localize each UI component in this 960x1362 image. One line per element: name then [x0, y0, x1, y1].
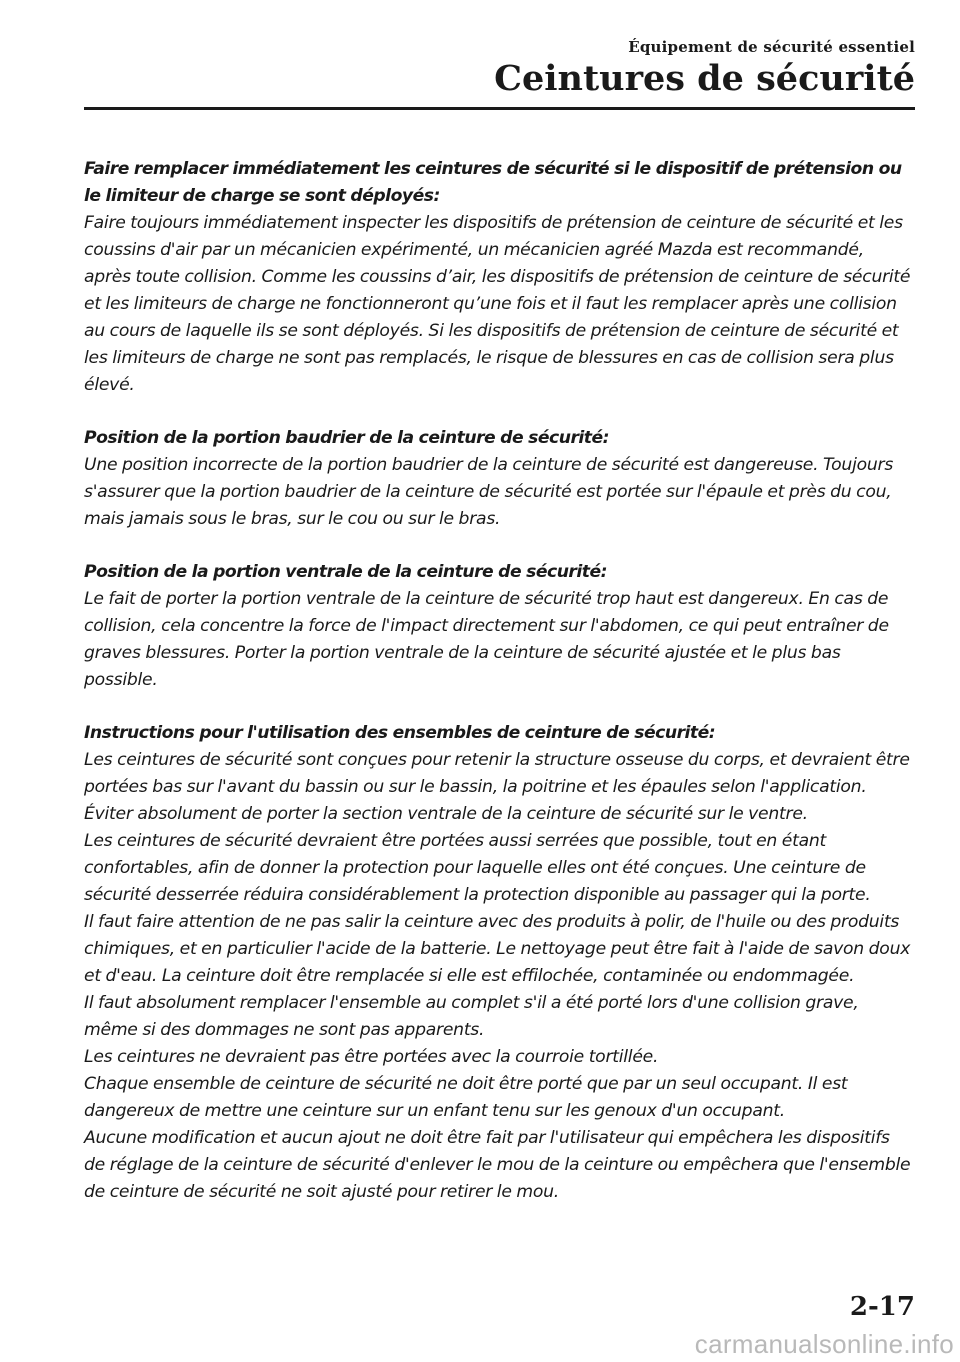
page-header — [494, 38, 915, 102]
block-heading: Faire remplacer immédiatement les ceintures de sécurité si le dispositif de prétension ou le limiteur de charge se sont déployés: — [84, 159, 902, 206]
page-number: 2-17 — [849, 1292, 915, 1322]
block-heading: Position de la portion ventrale de la ceinture de sécurité: — [84, 562, 608, 582]
block-paragraph: Les ceintures de sécurité devraient être portées aussi serrées que possible, tout en étant confortables, afin de donner la protection pour laquelle elles ont été conçues. Une ceinture de sécurité desserrée réduira considérablement la protection disponible au passager qui la porte. — [84, 831, 871, 905]
warning-block-instructions — [84, 720, 915, 1206]
watermark-text: carmanualsonline.info — [694, 1329, 954, 1359]
header-divider — [84, 107, 915, 110]
block-paragraph: Le fait de porter la portion ventrale de la ceinture de sécurité trop haut est dangereux. En cas de collision, cela concentre la force de l'impact directement sur l'abdomen, ce qui peut entraîner de graves blessures. Porter la portion ventrale de la ceinture de sécurité ajustée et le plus bas possible. — [84, 589, 889, 690]
warning-block-pretensioner — [84, 156, 915, 399]
block-paragraph: Il faut faire attention de ne pas salir la ceinture avec des produits à polir, de l'huile ou des produits chimiques, et en particulier l'acide de la batterie. Le nettoyage peut être fait à l'aide de savon doux et d'eau. La ceinture doit être remplacée si elle est effilochée, contaminée ou endommagée. — [84, 912, 911, 986]
section-label: Équipement de sécurité essentiel — [628, 38, 915, 56]
block-paragraph: Aucune modification et aucun ajout ne doit être fait par l'utilisateur qui empêchera les dispositifs de réglage de la ceinture de sécurité d'enlever le mou de la ceinture ou empêchera que l'ensemble de ceinture de sécurité ne soit ajusté pour retirer le mou. — [84, 1128, 911, 1202]
block-paragraph: Faire toujours immédiatement inspecter les dispositifs de prétension de ceinture de sécurité et les coussins d'air par un mécanicien expérimenté, un mécanicien agréé Mazda est recommandé, après toute collision. Comme les coussins d’air, les dispositifs de prétension de ceinture de sécurité et les limiteurs de charge ne fonctionneront qu’une fois et il faut les remplacer après une collision au cours de laquelle ils se sont déployés. Si les dispositifs de prétension de ceinture de sécurité et les limiteurs de charge ne sont pas remplacés, le risque de blessures en cas de collision sera plus élevé. — [84, 213, 911, 395]
block-paragraph: Chaque ensemble de ceinture de sécurité ne doit être porté que par un seul occupant. Il est dangereux de mettre une ceinture sur un enfant tenu sur les genoux d'un occupant. — [84, 1074, 848, 1121]
block-heading: Position de la portion baudrier de la ceinture de sécurité: — [84, 428, 610, 448]
block-paragraph: Il faut absolument remplacer l'ensemble au complet s'il a été porté lors d'une collision grave, même si des dommages ne sont pas apparents. — [84, 993, 859, 1040]
chapter-title: Ceintures de sécurité — [494, 58, 915, 99]
block-paragraph: Les ceintures de sécurité sont conçues pour retenir la structure osseuse du corps, et devraient être portées bas sur l'avant du bassin ou sur le bassin, la poitrine et les épaules selon l'application. Éviter absolument de porter la section ventrale de la ceinture de sécurité sur le ventre. — [84, 750, 910, 824]
page-content — [84, 156, 915, 1232]
block-paragraph: Une position incorrecte de la portion baudrier de la ceinture de sécurité est dangereuse. Toujours s'assurer que la portion baudrier de la ceinture de sécurité est portée sur l'épaule et près du cou, mais jamais sous le bras, sur le cou ou sur le bras. — [84, 455, 894, 529]
warning-block-shoulder-belt — [84, 425, 915, 533]
warning-block-lap-belt — [84, 559, 915, 694]
block-heading: Instructions pour l'utilisation des ensembles de ceinture de sécurité: — [84, 723, 716, 743]
block-paragraph: Les ceintures ne devraient pas être portées avec la courroie tortillée. — [84, 1047, 659, 1067]
